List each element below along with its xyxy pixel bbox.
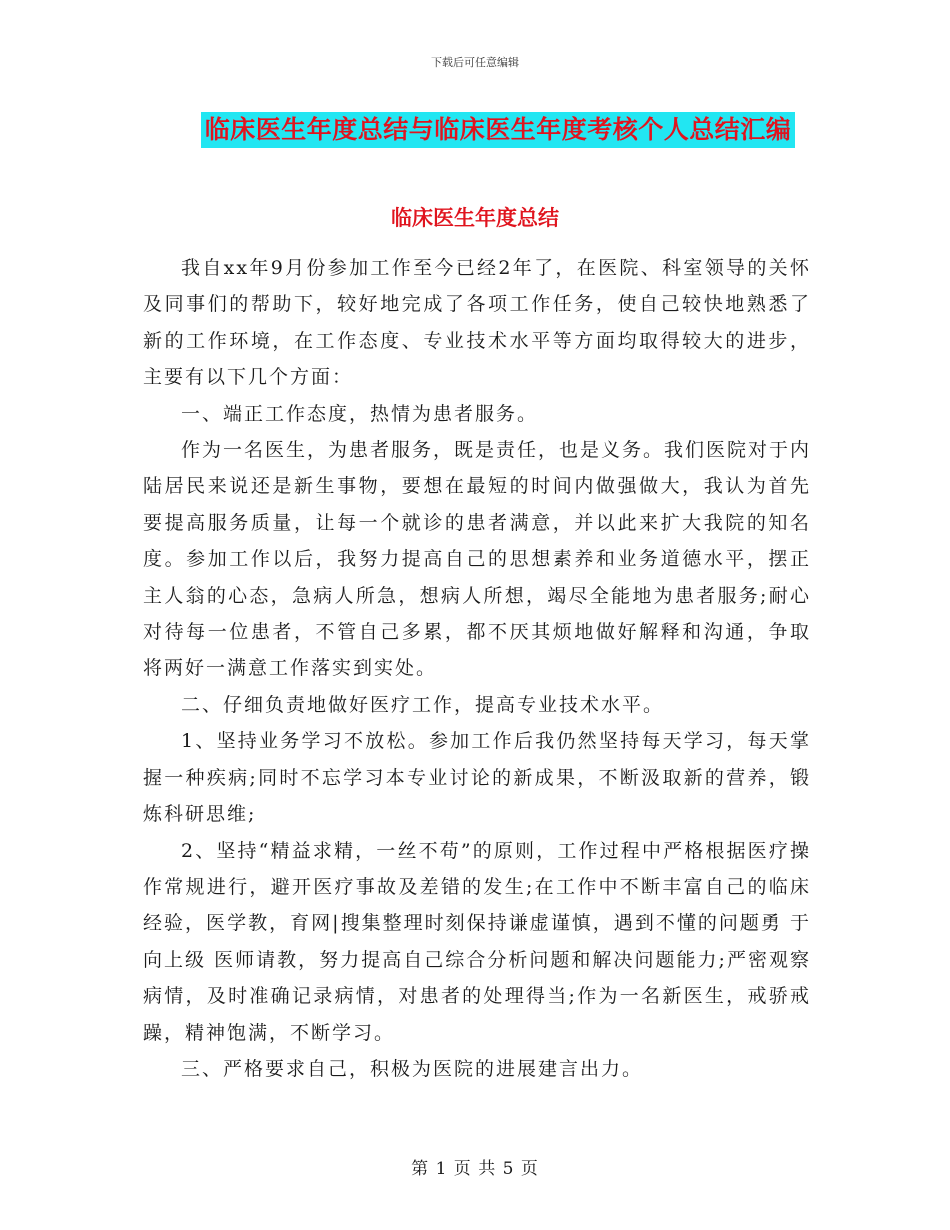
page-header-note: 下载后可任意编辑 — [431, 56, 519, 69]
paragraph: 一、端正工作态度，热情为患者服务。 — [181, 402, 539, 425]
paragraph: 三、严格要求自己，积极为医院的进展建言出力。 — [181, 1057, 644, 1080]
paragraph: 二、仔细负责地做好医疗工作，提高专业技术水平。 — [181, 693, 665, 716]
document-title-text: 临床医生年度总结与临床医生年度考核个人总结汇编 — [201, 112, 796, 148]
paragraph: 作为一名医生，为患者服务，既是责任，也是义务。我们医院对于内陆居民来说还是新生事物，要想在最短的时间内做强做大，我认为首先要提高服务质量，让每一个就诊的患者满意，并以此来扩大我院的知名度。参加工作以后，我努力提高自己的思想素养和业务道德水平，摆正主人翁的心态，急病人所急，想病人所想，竭尽全能地为患者服务;耐心对待每一位患者，不管自己多累，都不厌其烦地做好解释和沟通，争取将两好一满意工作落实到实处。 — [143, 439, 812, 680]
page-number-footer: 第 1 页 共 5 页 — [411, 1159, 539, 1179]
paragraph: 2、坚持“精益求精，一丝不苟”的原则，工作过程中严格根据医疗操作常规进行，避开医疗事故及差错的发生;在工作中不断丰富自己的临床经验，医学教，育网|搜集整理时刻保持谦虚谨慎，遇到不懂的问题勇 于向上级 医师请教，努力提高自己综合分析问题和解决问题能力;严密观察病情，及时准确记录病情，对患者的处理得当;作为一名新医生，戒骄戒躁，精神饱满，不断学习。 — [143, 839, 811, 1044]
document-title — [0, 112, 950, 148]
document-body — [143, 250, 811, 1087]
paragraph: 我自xx年9月份参加工作至今已经2年了，在医院、科室领导的关怀及同事们的帮助下，较好地完成了各项工作任务，使自己较快地熟悉了新的工作环境，在工作态度、专业技术水平等方面均取得较大的进步，主要有以下几个方面： — [143, 257, 811, 389]
paragraph: 1、坚持业务学习不放松。参加工作后我仍然坚持每天学习，每天掌握一种疾病;同时不忘学习本专业讨论的新成果，不断汲取新的营养，锻炼科研思维; — [143, 730, 811, 826]
section-title: 临床医生年度总结 — [391, 206, 559, 230]
